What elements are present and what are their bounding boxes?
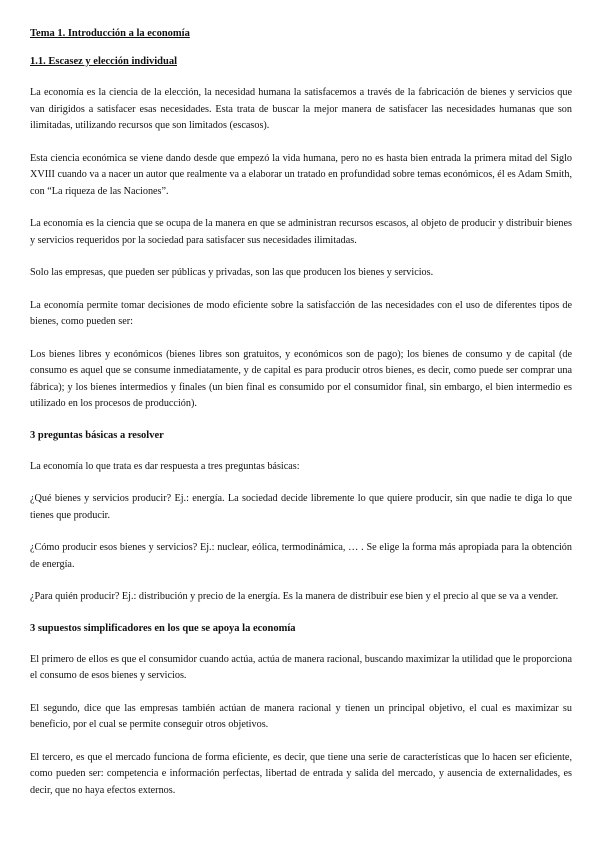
paragraph-economia-eleccion: La economía es la ciencia de la elección, la necesidad humana la satisfacemos a través de la fabricación de bienes y servicios que van dirigidos a satisfacer esas necesidades. Esta trata de buscar la mejor manera de satisfacer las necesidades humanas que son ilimitadas, utilizando recursos que son limitados (escasos).	[30, 87, 572, 131]
paragraph-segundo: El segundo, dice que las empresas también actúan de manera racional y tienen un principal objetivo, el cual es maximizar su beneficio, por el cual se permite conseguir otros objetivos.	[30, 702, 572, 730]
section-heading: 1.1. Escasez y elección individual	[30, 56, 177, 67]
paragraph-para-quien: ¿Para quién producir? Ej.: distribución y precio de la energía. Es la manera de distribuir ese bien y el precio al que se va a vender.	[30, 591, 559, 602]
subheading-preguntas: 3 preguntas básicas a resolver	[30, 429, 164, 441]
paragraph-decisiones: La economía permite tomar decisiones de modo eficiente sobre la satisfacción de las necesidades con el uso de diferentes tipos de bienes, como pueden ser:	[30, 299, 572, 327]
paragraph-tercero: El tercero, es que el mercado funciona de forma eficiente, es decir, que tiene una serie de características que lo hacen ser eficiente, como pueden ser: competencia e información perfectas, libertad de entrada y salida del mercado, y ausencia de externalidades, es decir, que no haya efectos externos.	[30, 751, 572, 796]
paragraph-empresas: Solo las empresas, que pueden ser públicas y privadas, son las que producen los bienes y servicios.	[30, 267, 434, 278]
paragraph-tipos-bienes: Los bienes libres y económicos (bienes libres son gratuitos, y económicos son de pago); los bienes de consumo y de capital (de consumo es aquel que se consume inmediatamente, y de capital es para producir otros bienes, es decir, como puede ser comprar una fábrica); y los bienes intermedios y finales (un bien final es consumido por el consumidor final, sin embargo, el bien intermedio es utilizado en los procesos de producción).	[30, 348, 572, 409]
paragraph-adam-smith: Esta ciencia económica se viene dando desde que empezó la vida humana, pero no es hasta bien entrada la primera mitad del Siglo XVIII cuando va a nacer un autor que realmente va a elaborar un tratado en profundidad sobre temas económicos, él es Adam Smith, con “La riqueza de las Naciones”.	[30, 152, 573, 197]
paragraph-preguntas-intro: La economía lo que trata es dar respuesta a tres preguntas básicas:	[30, 460, 300, 472]
paragraph-recursos-escasos: La economía es la ciencia que se ocupa de la manera en que se administran recursos escasos, al objeto de producir y distribuir bienes y servicios requeridos por la sociedad para satisfacer sus necesidades ilimitadas.	[30, 218, 572, 246]
subheading-supuestos: 3 supuestos simplificadores en los que se apoya la economía	[30, 622, 296, 634]
paragraph-como-producir: ¿Cómo producir esos bienes y servicios? Ej.: nuclear, eólica, termodinámica, … . Se elige la forma más apropiada para la obtención de energía.	[30, 542, 572, 570]
document-title: Tema 1. Introducción a la economía	[30, 28, 190, 39]
paragraph-que-producir: ¿Qué bienes y servicios producir? Ej.: energía. La sociedad decide libremente lo que quiere producir, sin que nadie te diga lo que tienes que producir.	[30, 493, 572, 521]
paragraph-primero: El primero de ellos es que el consumidor cuando actúa, actúa de manera racional, buscando maximizar la utilidad que le proporciona el consumo de esos bienes y servicios.	[30, 653, 572, 681]
